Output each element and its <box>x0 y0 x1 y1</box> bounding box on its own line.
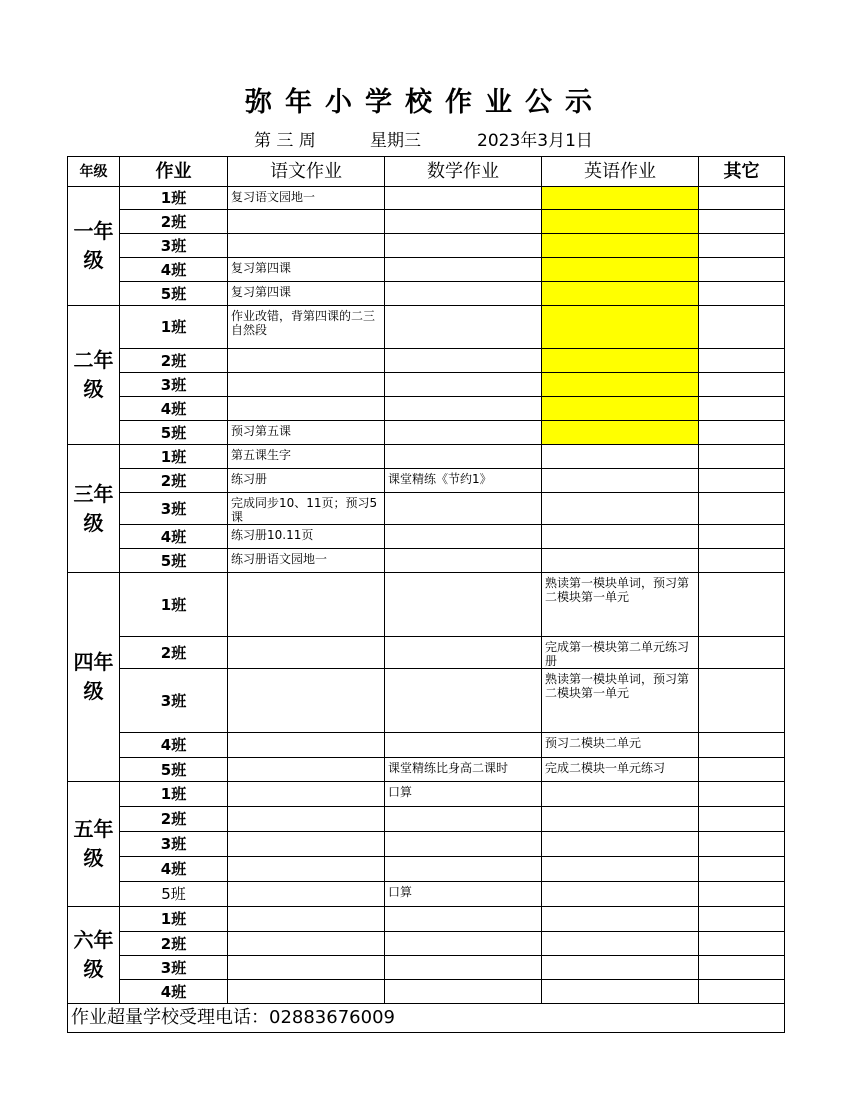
english-homework-cell <box>542 493 699 525</box>
math-homework-cell <box>385 956 542 980</box>
math-homework-cell <box>385 282 542 306</box>
english-homework-cell <box>542 210 699 234</box>
class-label: 4班 <box>120 525 228 549</box>
chinese-homework-cell: 第五课生字 <box>228 445 385 469</box>
class-label: 1班 <box>120 187 228 210</box>
english-homework-cell <box>542 782 699 807</box>
other-homework-cell <box>699 282 785 306</box>
table-row <box>68 349 785 373</box>
english-homework-cell <box>542 882 699 907</box>
class-label: 1班 <box>120 907 228 932</box>
math-homework-cell <box>385 832 542 857</box>
english-homework-cell: 熟读第一模块单词，预习第二模块第一单元 <box>542 669 699 733</box>
other-homework-cell <box>699 782 785 807</box>
chinese-homework-cell <box>228 907 385 932</box>
other-homework-cell <box>699 907 785 932</box>
other-homework-cell <box>699 956 785 980</box>
math-homework-cell <box>385 258 542 282</box>
class-label: 1班 <box>120 445 228 469</box>
math-homework-cell <box>385 349 542 373</box>
other-homework-cell <box>699 980 785 1004</box>
other-homework-cell <box>699 807 785 832</box>
class-label: 4班 <box>120 397 228 421</box>
table-row <box>68 421 785 445</box>
other-homework-cell <box>699 397 785 421</box>
english-homework-cell <box>542 525 699 549</box>
table-row <box>68 210 785 234</box>
table-row <box>68 932 785 956</box>
class-label: 3班 <box>120 234 228 258</box>
grade-label: 六年级 <box>68 907 120 1004</box>
english-homework-cell <box>542 234 699 258</box>
chinese-homework-cell <box>228 349 385 373</box>
table-row <box>68 445 785 469</box>
table-row <box>68 525 785 549</box>
table-row <box>68 373 785 397</box>
header-row <box>68 157 785 187</box>
math-homework-cell: 口算 <box>385 882 542 907</box>
table-row <box>68 187 785 210</box>
page-title: 弥年小学校作业公示 <box>245 87 605 118</box>
class-label: 3班 <box>120 373 228 397</box>
footer-row <box>68 1004 785 1033</box>
english-homework-cell <box>542 187 699 210</box>
table-row <box>68 282 785 306</box>
class-label: 5班 <box>120 549 228 573</box>
chinese-homework-cell: 完成同步10、11页；预习5课 <box>228 493 385 525</box>
header-math: 数学作业 <box>385 157 542 187</box>
class-label: 2班 <box>120 637 228 669</box>
other-homework-cell <box>699 349 785 373</box>
chinese-homework-cell: 复习语文园地一 <box>228 187 385 210</box>
class-label: 3班 <box>120 832 228 857</box>
english-homework-cell: 完成二模块一单元练习 <box>542 758 699 782</box>
math-homework-cell <box>385 306 542 349</box>
class-label: 1班 <box>120 573 228 637</box>
chinese-homework-cell <box>228 882 385 907</box>
table-row <box>68 807 785 832</box>
math-homework-cell <box>385 421 542 445</box>
class-label: 4班 <box>120 857 228 882</box>
chinese-homework-cell <box>228 637 385 669</box>
chinese-homework-cell <box>228 782 385 807</box>
class-label: 4班 <box>120 258 228 282</box>
class-label: 4班 <box>120 733 228 758</box>
math-homework-cell <box>385 397 542 421</box>
table-row <box>68 573 785 637</box>
other-homework-cell <box>699 445 785 469</box>
chinese-homework-cell <box>228 980 385 1004</box>
chinese-homework-cell: 练习册语文园地一 <box>228 549 385 573</box>
class-label: 2班 <box>120 469 228 493</box>
table-row <box>68 469 785 493</box>
math-homework-cell <box>385 932 542 956</box>
table-row <box>68 956 785 980</box>
english-homework-cell <box>542 282 699 306</box>
other-homework-cell <box>699 258 785 282</box>
header-homework: 作业 <box>120 157 228 187</box>
english-homework-cell: 完成第一模块第二单元练习册 <box>542 637 699 669</box>
chinese-homework-cell: 练习册 <box>228 469 385 493</box>
header-grade: 年级 <box>68 157 120 187</box>
english-homework-cell <box>542 807 699 832</box>
class-label: 5班 <box>120 882 228 907</box>
other-homework-cell <box>699 469 785 493</box>
table-row <box>68 234 785 258</box>
table-row <box>68 907 785 932</box>
homework-table <box>67 156 785 1033</box>
math-homework-cell <box>385 525 542 549</box>
class-label: 3班 <box>120 956 228 980</box>
math-homework-cell: 课堂精练比身高二课时 <box>385 758 542 782</box>
homework-table-body <box>68 157 785 1033</box>
english-homework-cell <box>542 549 699 573</box>
english-homework-cell <box>542 469 699 493</box>
table-row <box>68 758 785 782</box>
english-homework-cell: 预习二模块二单元 <box>542 733 699 758</box>
other-homework-cell <box>699 669 785 733</box>
table-row <box>68 258 785 282</box>
english-homework-cell <box>542 932 699 956</box>
math-homework-cell <box>385 373 542 397</box>
grade-label: 三年级 <box>68 445 120 573</box>
math-homework-cell <box>385 210 542 234</box>
class-label: 2班 <box>120 932 228 956</box>
other-homework-cell <box>699 932 785 956</box>
other-homework-cell <box>699 549 785 573</box>
complaint-hotline: 作业超量学校受理电话：02883676009 <box>68 1004 785 1033</box>
class-label: 5班 <box>120 421 228 445</box>
math-homework-cell <box>385 549 542 573</box>
other-homework-cell <box>699 857 785 882</box>
chinese-homework-cell <box>228 669 385 733</box>
math-homework-cell <box>385 493 542 525</box>
table-row <box>68 637 785 669</box>
other-homework-cell <box>699 421 785 445</box>
english-homework-cell <box>542 349 699 373</box>
class-label: 2班 <box>120 807 228 832</box>
english-homework-cell <box>542 832 699 857</box>
grade-label: 四年级 <box>68 573 120 782</box>
table-row <box>68 669 785 733</box>
other-homework-cell <box>699 832 785 857</box>
table-row <box>68 857 785 882</box>
chinese-homework-cell <box>228 573 385 637</box>
table-row <box>68 549 785 573</box>
class-label: 1班 <box>120 306 228 349</box>
math-homework-cell <box>385 637 542 669</box>
chinese-homework-cell <box>228 234 385 258</box>
other-homework-cell <box>699 758 785 782</box>
math-homework-cell: 课堂精练《节约1》 <box>385 469 542 493</box>
math-homework-cell <box>385 573 542 637</box>
table-row <box>68 782 785 807</box>
chinese-homework-cell: 作业改错，背第四课的二三自然段 <box>228 306 385 349</box>
other-homework-cell <box>699 234 785 258</box>
english-homework-cell <box>542 397 699 421</box>
chinese-homework-cell <box>228 397 385 421</box>
grade-label: 二年级 <box>68 306 120 445</box>
math-homework-cell <box>385 980 542 1004</box>
other-homework-cell <box>699 733 785 758</box>
chinese-homework-cell <box>228 758 385 782</box>
english-homework-cell <box>542 421 699 445</box>
english-homework-cell: 熟读第一模块单词，预习第二模块第一单元 <box>542 573 699 637</box>
week-label: 第 三 周 <box>254 131 316 151</box>
table-row <box>68 397 785 421</box>
other-homework-cell <box>699 210 785 234</box>
table-row <box>68 493 785 525</box>
other-homework-cell <box>699 882 785 907</box>
math-homework-cell <box>385 857 542 882</box>
chinese-homework-cell <box>228 807 385 832</box>
other-homework-cell <box>699 493 785 525</box>
chinese-homework-cell <box>228 932 385 956</box>
class-label: 5班 <box>120 758 228 782</box>
english-homework-cell <box>542 258 699 282</box>
math-homework-cell: 口算 <box>385 782 542 807</box>
other-homework-cell <box>699 306 785 349</box>
math-homework-cell <box>385 807 542 832</box>
chinese-homework-cell <box>228 832 385 857</box>
english-homework-cell <box>542 306 699 349</box>
math-homework-cell <box>385 445 542 469</box>
table-row <box>68 980 785 1004</box>
header-chinese: 语文作业 <box>228 157 385 187</box>
chinese-homework-cell <box>228 373 385 397</box>
english-homework-cell <box>542 445 699 469</box>
header-other: 其它 <box>699 157 785 187</box>
english-homework-cell <box>542 907 699 932</box>
class-label: 3班 <box>120 669 228 733</box>
class-label: 3班 <box>120 493 228 525</box>
class-label: 2班 <box>120 210 228 234</box>
weekday-label: 星期三 <box>370 131 421 151</box>
chinese-homework-cell <box>228 956 385 980</box>
table-row <box>68 832 785 857</box>
math-homework-cell <box>385 187 542 210</box>
grade-label: 一年级 <box>68 187 120 306</box>
chinese-homework-cell: 复习第四课 <box>228 258 385 282</box>
english-homework-cell <box>542 956 699 980</box>
other-homework-cell <box>699 525 785 549</box>
math-homework-cell <box>385 907 542 932</box>
class-label: 1班 <box>120 782 228 807</box>
other-homework-cell <box>699 373 785 397</box>
date-label: 2023年3月1日 <box>477 131 593 151</box>
math-homework-cell <box>385 733 542 758</box>
math-homework-cell <box>385 234 542 258</box>
other-homework-cell <box>699 637 785 669</box>
chinese-homework-cell <box>228 210 385 234</box>
class-label: 5班 <box>120 282 228 306</box>
english-homework-cell <box>542 980 699 1004</box>
class-label: 4班 <box>120 980 228 1004</box>
table-row <box>68 306 785 349</box>
chinese-homework-cell: 练习册10.11页 <box>228 525 385 549</box>
chinese-homework-cell: 复习第四课 <box>228 282 385 306</box>
header-english: 英语作业 <box>542 157 699 187</box>
math-homework-cell <box>385 669 542 733</box>
grade-label: 五年级 <box>68 782 120 907</box>
english-homework-cell <box>542 373 699 397</box>
chinese-homework-cell <box>228 733 385 758</box>
table-row <box>68 882 785 907</box>
class-label: 2班 <box>120 349 228 373</box>
english-homework-cell <box>542 857 699 882</box>
other-homework-cell <box>699 573 785 637</box>
chinese-homework-cell: 预习第五课 <box>228 421 385 445</box>
table-row <box>68 733 785 758</box>
other-homework-cell <box>699 187 785 210</box>
chinese-homework-cell <box>228 857 385 882</box>
